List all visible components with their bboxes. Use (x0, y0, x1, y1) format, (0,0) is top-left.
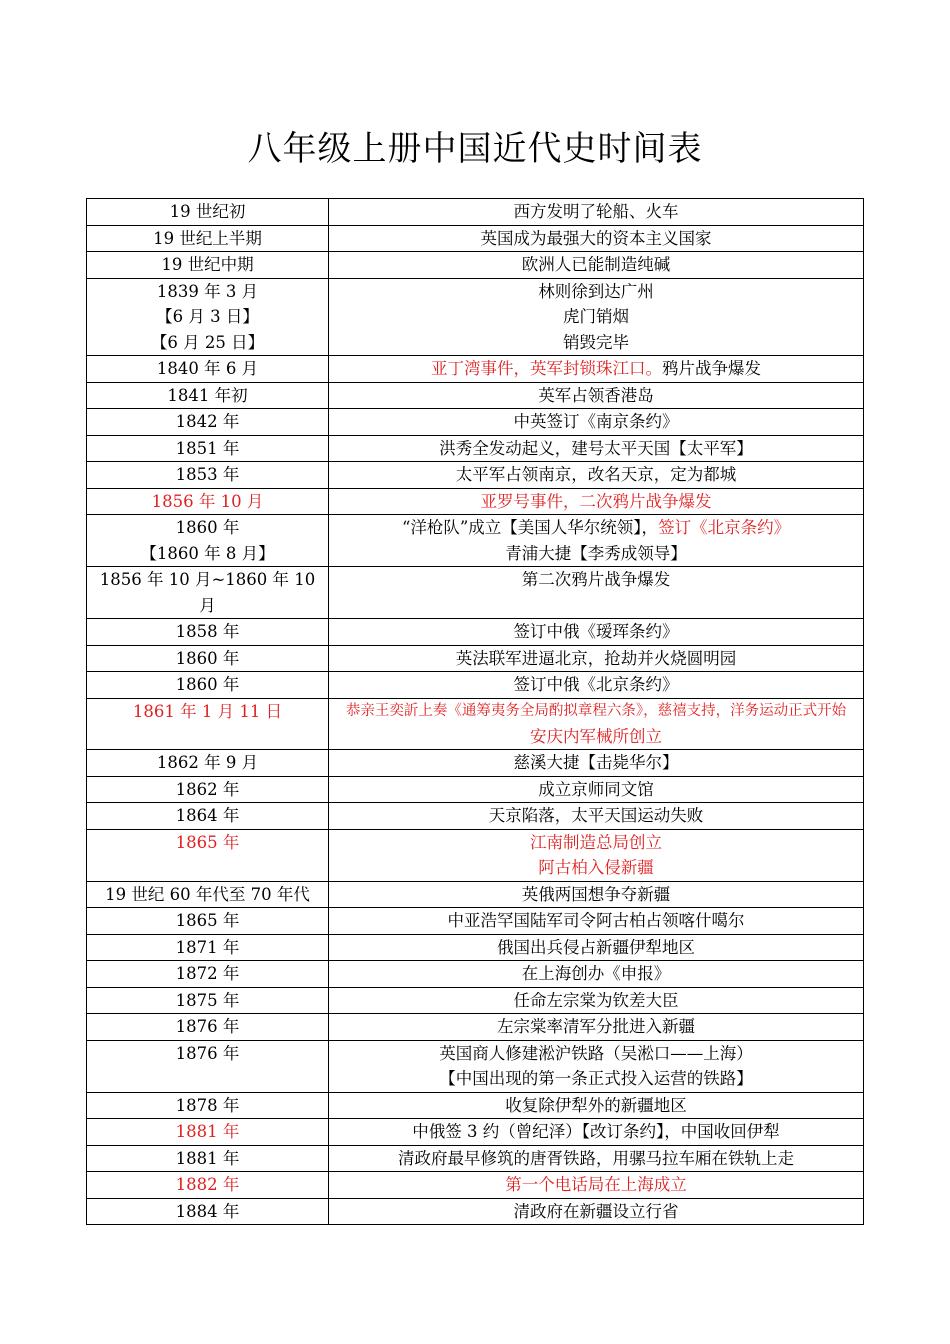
table-row (87, 252, 864, 279)
date-cell (87, 356, 329, 383)
event-cell (329, 1040, 864, 1092)
date-cell (87, 1092, 329, 1119)
event-text: 第二次鸦片战争爆发 (521, 570, 671, 589)
event-cell (329, 462, 864, 489)
event-text: 签订中俄《瑷珲条约》 (513, 622, 679, 641)
event-cell (329, 435, 864, 462)
event-text: 俄国出兵侵占新疆伊犁地区 (497, 937, 695, 957)
date-text: 1872 年 (175, 964, 240, 983)
event-line (331, 409, 861, 435)
table-row (87, 567, 864, 619)
event-line (331, 830, 861, 856)
event-line (331, 777, 861, 803)
table-row (87, 435, 864, 462)
date-text: 1858 年 (175, 622, 240, 641)
event-line (331, 1146, 861, 1172)
event-text: 英军占领香港岛 (538, 385, 654, 405)
date-text: 1840 年 6 月 (156, 359, 259, 378)
date-cell (87, 619, 329, 646)
event-cell (329, 645, 864, 672)
event-line (331, 724, 861, 750)
table-row (87, 1092, 864, 1119)
date-cell (87, 567, 329, 619)
event-line (331, 803, 861, 829)
event-text: 慈溪大捷【击毙华尔】 (513, 753, 679, 772)
event-cell (329, 356, 864, 383)
date-cell (87, 278, 329, 356)
date-text: 1839 年 3 月 (156, 281, 259, 301)
event-cell (329, 382, 864, 409)
event-text: 任命左宗棠为钦差大臣 (513, 990, 679, 1010)
event-cell (329, 934, 864, 961)
date-cell (87, 698, 329, 750)
event-line (331, 252, 861, 278)
event-text: 恭亲王奕訢上奏《通筹夷务全局酌拟章程六条》，慈禧支持，洋务运动正式开始 (345, 702, 847, 719)
table-row (87, 515, 864, 567)
event-cell (329, 881, 864, 908)
event-text: “洋枪队”成立【美国人华尔统领】， (401, 518, 659, 537)
table-row (87, 1040, 864, 1092)
date-text: 1875 年 (175, 990, 240, 1010)
table-row (87, 961, 864, 988)
event-cell (329, 803, 864, 830)
event-line (331, 1199, 861, 1225)
event-cell (329, 750, 864, 777)
date-text: 19 世纪上半期 (153, 228, 262, 248)
event-text: 清政府最早修筑的唐胥铁路，用骡马拉车厢在铁轨上走 (398, 1148, 794, 1168)
event-cell (329, 278, 864, 356)
date-text: 1862 年 (175, 779, 240, 799)
date-text: 1861 年 1 月 11 日 (132, 701, 283, 721)
date-cell (87, 987, 329, 1014)
date-text: 1860 年 (175, 518, 240, 537)
table-row (87, 409, 864, 436)
event-text: 签订中俄《北京条约》 (513, 675, 679, 694)
event-text-continued: 签订《北京条约》 (658, 518, 791, 537)
date-cell (87, 1198, 329, 1225)
date-cell (87, 252, 329, 279)
event-cell (329, 698, 864, 750)
table-row (87, 1198, 864, 1225)
date-text: 1878 年 (175, 1095, 240, 1115)
event-text: 左宗棠率清军分批进入新疆 (497, 1017, 695, 1036)
event-cell (329, 908, 864, 935)
event-line (331, 1093, 861, 1119)
event-line (331, 961, 861, 987)
date-cell (87, 1172, 329, 1199)
date-cell (87, 961, 329, 988)
date-text: 1884 年 (175, 1201, 240, 1221)
event-line (331, 750, 861, 776)
event-line (331, 935, 861, 961)
table-row (87, 1172, 864, 1199)
table-row (87, 488, 864, 515)
date-text: 1851 年 (175, 438, 240, 458)
event-line (331, 908, 861, 934)
event-cell (329, 409, 864, 436)
table-row (87, 278, 864, 356)
event-cell (329, 829, 864, 881)
event-text: 第一个电话局在上海成立 (505, 1175, 687, 1194)
event-line (331, 436, 861, 462)
event-line (331, 1172, 861, 1198)
event-cell (329, 672, 864, 699)
event-cell (329, 1172, 864, 1199)
event-cell (329, 776, 864, 803)
event-line (331, 279, 861, 305)
event-cell (329, 987, 864, 1014)
table-row (87, 776, 864, 803)
event-text-continued: 鸦片战争爆发 (662, 359, 761, 378)
date-cell (87, 908, 329, 935)
date-cell (87, 881, 329, 908)
event-text: 欧洲人已能制造纯碱 (521, 255, 671, 274)
event-line (331, 226, 861, 252)
date-cell (87, 515, 329, 567)
date-cell (87, 672, 329, 699)
date-cell (87, 462, 329, 489)
date-text: 19 世纪初 (169, 202, 246, 221)
event-text: 亚丁湾事件，英军封锁珠江口。 (431, 359, 662, 378)
event-cell (329, 252, 864, 279)
table-row (87, 908, 864, 935)
event-line (331, 1014, 861, 1040)
event-text: 清政府在新疆设立行省 (513, 1201, 679, 1221)
event-cell (329, 567, 864, 619)
date-text: 【1860 年 8 月】 (140, 543, 275, 563)
event-line (331, 1119, 861, 1145)
date-text: 1842 年 (175, 412, 240, 431)
event-text: 阿古柏入侵新疆 (538, 858, 654, 877)
date-cell (87, 776, 329, 803)
event-line (331, 515, 861, 541)
date-cell (87, 645, 329, 672)
date-cell (87, 199, 329, 226)
date-cell (87, 225, 329, 252)
event-cell (329, 488, 864, 515)
table-row (87, 698, 864, 750)
event-text: 英国成为最强大的资本主义国家 (480, 228, 712, 248)
date-text: 19 世纪中期 (161, 255, 254, 274)
table-row (87, 199, 864, 226)
event-text: 中英签订《南京条约》 (513, 412, 679, 431)
event-text: 英国商人修建淞沪铁路（吴淞口——上海） (439, 1043, 753, 1063)
event-text: 西方发明了轮船、火车 (513, 202, 679, 221)
date-text: 1862 年 9 月 (156, 753, 259, 772)
date-text: 1876 年 (175, 1043, 240, 1063)
table-row (87, 382, 864, 409)
event-line (331, 1041, 861, 1067)
event-text: 英法联军进逼北京，抢劫并火烧圆明园 (455, 648, 737, 668)
event-text: 英俄两国想争夺新疆 (521, 884, 671, 904)
event-cell (329, 1198, 864, 1225)
date-cell (87, 1119, 329, 1146)
table-row (87, 645, 864, 672)
event-text: 收复除伊犁外的新疆地区 (505, 1095, 687, 1115)
event-cell (329, 515, 864, 567)
event-text: 【中国出现的第一条正式投入运营的铁路】 (439, 1069, 753, 1088)
event-cell (329, 1119, 864, 1146)
date-text: 1860 年 (175, 675, 240, 694)
table-row (87, 672, 864, 699)
page-title: 八年级上册中国近代史时间表 (247, 129, 703, 169)
event-text: 销毁完毕 (563, 332, 629, 352)
date-cell (87, 435, 329, 462)
table-row (87, 1014, 864, 1041)
event-text: 青浦大捷【李秀成领导】 (505, 543, 687, 563)
event-text: 在上海创办《申报》 (521, 964, 671, 983)
event-text: 天京陷落，太平天国运动失败 (488, 806, 704, 825)
event-line (331, 541, 861, 567)
date-cell (87, 1040, 329, 1092)
event-cell (329, 961, 864, 988)
event-line (331, 489, 861, 515)
date-cell (87, 1145, 329, 1172)
event-text: 安庆内军械所创立 (530, 726, 662, 746)
date-text: 1853 年 (175, 465, 240, 484)
table-row (87, 356, 864, 383)
event-line (331, 988, 861, 1014)
date-text: 1881 年 (175, 1122, 240, 1141)
table-row (87, 1119, 864, 1146)
date-text: 1841 年初 (167, 385, 248, 405)
event-line (331, 882, 861, 908)
date-text: 【6 月 25 日】 (150, 332, 265, 352)
event-cell (329, 1092, 864, 1119)
event-line (331, 646, 861, 672)
event-text: 江南制造总局创立 (530, 832, 662, 852)
event-line (331, 855, 861, 881)
date-cell (87, 829, 329, 881)
event-line (331, 567, 861, 593)
date-cell (87, 1014, 329, 1041)
date-text: 1856 年 10 月 (151, 491, 264, 511)
date-text: 1865 年 (175, 832, 240, 852)
table-row (87, 225, 864, 252)
event-line (331, 199, 861, 225)
table-row (87, 619, 864, 646)
event-text: 亚罗号事件，二次鸦片战争爆发 (480, 491, 712, 511)
timeline-body (87, 199, 864, 1225)
table-row (87, 987, 864, 1014)
event-line (331, 356, 861, 382)
event-cell (329, 1014, 864, 1041)
event-line (331, 672, 861, 698)
date-text: 【6 月 3 日】 (156, 307, 259, 326)
date-cell (87, 382, 329, 409)
date-text: 1881 年 (175, 1148, 240, 1168)
table-row (87, 829, 864, 881)
date-text: 19 世纪 60 年代至 70 年代 (105, 884, 310, 904)
event-text: 林则徐到达广州 (538, 281, 654, 301)
table-row (87, 881, 864, 908)
date-cell (87, 409, 329, 436)
event-line (331, 462, 861, 488)
table-row (87, 750, 864, 777)
event-cell (329, 199, 864, 226)
date-cell (87, 934, 329, 961)
table-row (87, 462, 864, 489)
table-row (87, 1145, 864, 1172)
event-line (331, 383, 861, 409)
event-text: 中亚浩罕国陆军司令阿古柏占领喀什噶尔 (447, 911, 745, 930)
table-row (87, 934, 864, 961)
timeline-table (86, 198, 864, 1225)
event-text: 虎门销烟 (563, 307, 629, 326)
date-text: 1856 年 10 月~1860 年 10 月 (99, 570, 316, 615)
event-text: 中俄签 3 约（曾纪泽）【改订条约】，中国收回伊犁 (412, 1122, 780, 1141)
event-line (331, 619, 861, 645)
date-cell (87, 803, 329, 830)
date-text: 1876 年 (175, 1017, 240, 1036)
date-text: 1860 年 (175, 648, 240, 668)
event-text: 洪秀全发动起义，建号太平天国【太平军】 (439, 438, 753, 458)
event-line (331, 304, 861, 330)
date-text: 1871 年 (175, 937, 240, 957)
date-cell (87, 750, 329, 777)
date-text: 1864 年 (175, 806, 240, 825)
event-cell (329, 225, 864, 252)
event-line (331, 330, 861, 356)
event-text: 成立京师同文馆 (538, 779, 654, 799)
event-cell (329, 619, 864, 646)
date-cell (87, 488, 329, 515)
table-row (87, 803, 864, 830)
event-cell (329, 1145, 864, 1172)
date-text: 1865 年 (175, 911, 240, 930)
date-text: 1882 年 (175, 1175, 240, 1194)
event-line (331, 1066, 861, 1092)
event-line (331, 699, 861, 724)
event-text: 太平军占领南京，改名天京，定为都城 (455, 465, 737, 484)
